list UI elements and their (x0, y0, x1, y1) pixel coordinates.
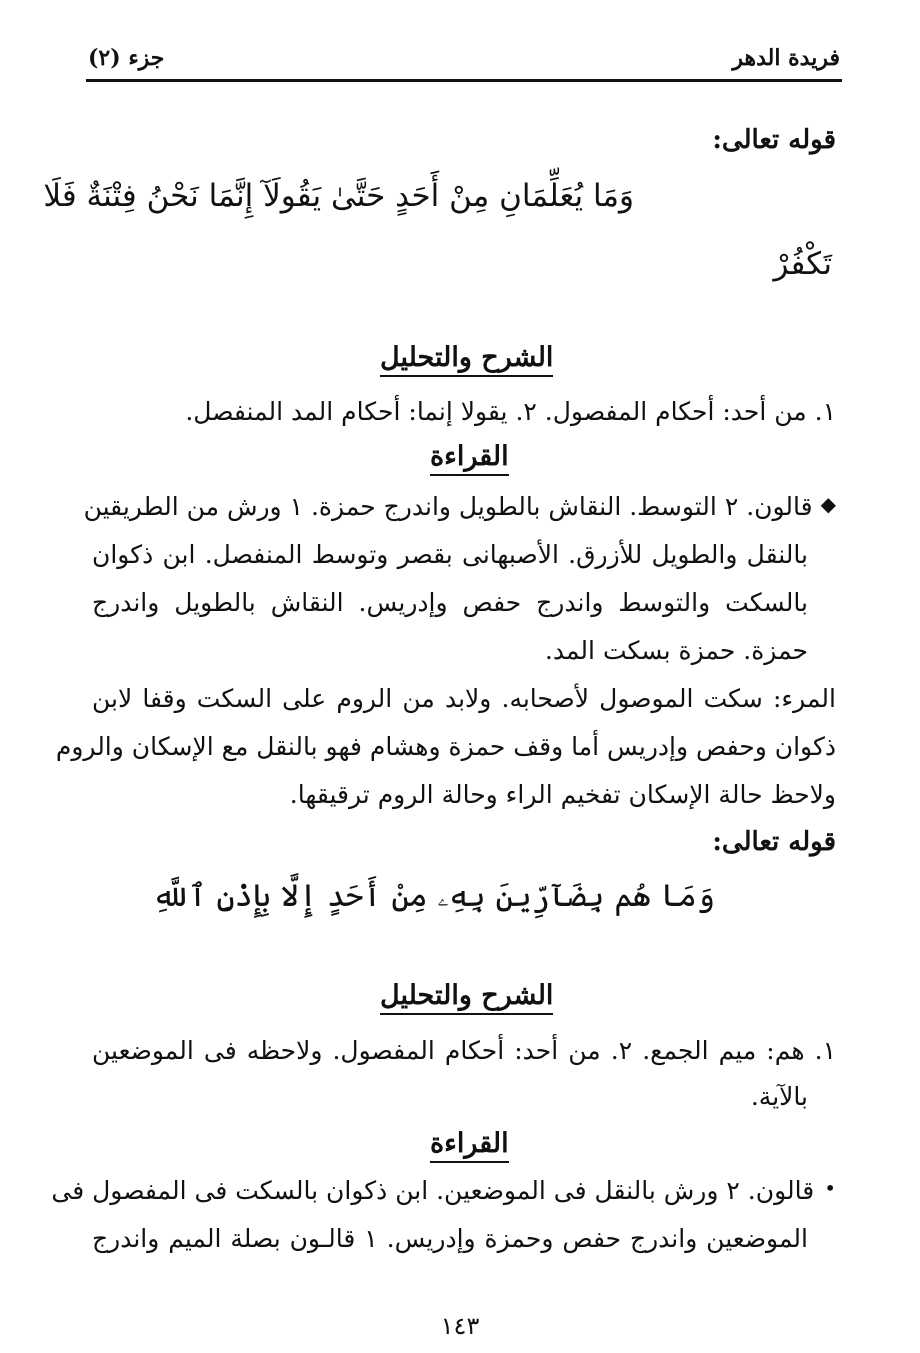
book-title: فريدة الدهر (732, 45, 840, 71)
verse-intro: قوله تعالى: (712, 827, 836, 857)
qiraa-text: الموضعين واندرج حفص وحمزة وإدريس. ١ قالـون بصلة الميم واندرج (92, 1224, 808, 1253)
qiraa-text: قالون. ٢ التوسط. النقاش بالطويل واندرج حمزة. ١ ورش من الطريقين (83, 492, 813, 521)
running-header (88, 38, 840, 78)
diamond-bullet-icon: ◆ (820, 492, 836, 516)
sharh-text: بالآية. (750, 1082, 808, 1111)
qiraa-heading: القراءة (430, 441, 509, 476)
quran-verse-line: تَكْفُرْ (773, 246, 832, 282)
quran-verse-line: وَمَا يُعَلِّمَانِ مِنْ أَحَدٍ حَتَّىٰ يَقُولَآ إِنَّمَا نَحْنُ فِتْنَةٌ فَلَا (43, 178, 634, 214)
verse-intro: قوله تعالى: (712, 125, 836, 155)
qiraa-paragraph-line (51, 1176, 836, 1205)
page-number: ١٤٣ (440, 1312, 480, 1340)
quran-verse-line: وَمَا هُم بِضَآرِّينَ بِهِۦ مِنْ أَحَدٍ إِلَّا بِإِذْنِ ٱللَّهِ (152, 878, 715, 914)
qiraa-text: قالون. ٢ ورش بالنقل فى الموضعين. ابن ذكوان بالسكت فى المفصول فى (51, 1176, 815, 1205)
sharh-text: ١. من أحد: أحكام المفصول. ٢. يقولا إنما: أحكام المد المنفصل. (185, 397, 836, 426)
dot-bullet-icon: • (824, 1176, 836, 1200)
marra-text: ولاحظ حالة الإسكان تفخيم الراء وحالة الروم ترقيقها. (289, 780, 836, 809)
qiraa-text: بالنقل والطويل للأزرق. الأصبهانى بقصر وتوسط المنفصل. ابن ذكوان (92, 540, 808, 569)
sharh-heading: الشرح والتحليل (380, 342, 553, 377)
qiraa-paragraph-line (83, 492, 836, 521)
part-label: جزء (٢) (88, 45, 165, 71)
qiraa-text: بالسكت والتوسط واندرج حفص وإدريس. النقاش بالطويل واندرج (92, 588, 808, 617)
sharh-text: ١. هم: ميم الجمع. ٢. من أحد: أحكام المفصول. ولاحظه فى الموضعين (92, 1036, 836, 1065)
marra-text: ذكوان وحفص وإدريس أما وقف حمزة وهشام فهو بالنقل مع الإسكان والروم (55, 732, 836, 761)
sharh-heading: الشرح والتحليل (380, 980, 553, 1015)
header-rule (86, 79, 842, 82)
qiraa-text: حمزة. حمزة بسكت المد. (544, 636, 808, 665)
marra-text: المرء: سكت الموصول لأصحابه. ولابد من الروم على السكت وقفا لابن (92, 684, 836, 713)
qiraa-heading: القراءة (430, 1128, 509, 1163)
